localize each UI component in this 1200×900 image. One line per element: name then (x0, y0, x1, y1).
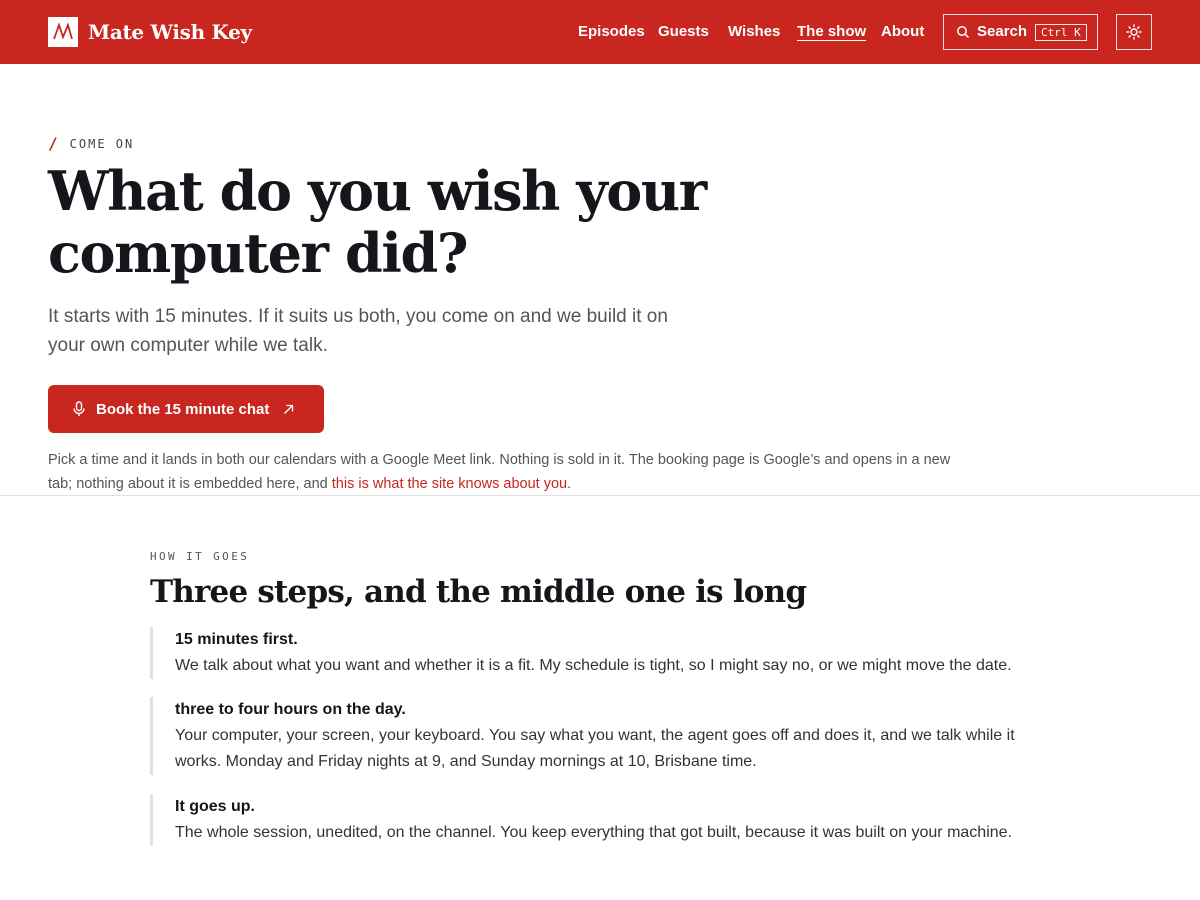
hero-subtitle: It starts with 15 minutes. If it suits us both, you come on and we build it on your own computer while we talk. (48, 306, 668, 356)
brand-home-link[interactable] (48, 17, 252, 47)
steps-title: Three steps, and the middle one is long (150, 574, 807, 610)
step-body: The whole session, unedited, on the channel. You keep everything that got built, because it was built on your machine. (175, 824, 1012, 841)
nav-episodes[interactable]: Episodes (578, 23, 645, 40)
search-icon (956, 25, 970, 39)
sun-icon (1126, 24, 1142, 40)
step-title: 15 minutes first. (175, 631, 298, 648)
theme-toggle-button[interactable] (1116, 14, 1152, 50)
logo-icon (48, 17, 78, 47)
eyebrow-slash: / (48, 134, 58, 153)
booking-note-text: Pick a time and it lands in both our calendars with a Google Meet link. Nothing is sold in it. The booking page is Google’s and opens in a new tab; nothing about it is embedded here, and (48, 452, 951, 492)
booking-note (48, 448, 953, 496)
book-chat-button[interactable] (48, 385, 324, 433)
microphone-icon (72, 401, 86, 417)
steps-eyebrow: HOW IT GOES (150, 550, 250, 563)
nav-wishes[interactable]: Wishes (728, 23, 781, 40)
hero-eyebrow (48, 134, 134, 153)
page-title: What do you wish your computer did? (48, 159, 706, 285)
site-header (0, 0, 1200, 64)
step-item (150, 627, 1050, 679)
step-body: Your computer, your screen, your keyboard. You say what you want, the agent goes off and does it, and we talk while it works. Monday and Friday nights at 9, and Sunday mornings at 10, Brisbane time. (175, 727, 1015, 770)
brand-name: Mate Wish Key (88, 20, 252, 44)
book-chat-label: Book the 15 minute chat (96, 400, 270, 418)
step-item (150, 697, 1050, 775)
search-label: Search (977, 23, 1028, 40)
search-shortcut-badge: Ctrl K (1035, 24, 1087, 41)
privacy-link[interactable]: this is what the site knows about you (331, 476, 568, 492)
external-link-icon (283, 404, 294, 415)
eyebrow-text: COME ON (69, 136, 135, 151)
nav-the-show[interactable]: The show (797, 23, 867, 40)
nav-about[interactable]: About (881, 23, 925, 40)
search-button[interactable] (943, 14, 1098, 50)
section-divider (0, 495, 1200, 496)
step-item (150, 794, 1050, 846)
step-title: It goes up. (175, 798, 255, 815)
step-body: We talk about what you want and whether it is a fit. My schedule is tight, so I might say no, or we might move the date. (175, 657, 1012, 674)
booking-note-end: . (567, 476, 572, 492)
step-title: three to four hours on the day. (175, 701, 406, 718)
nav-guests[interactable]: Guests (658, 23, 709, 40)
